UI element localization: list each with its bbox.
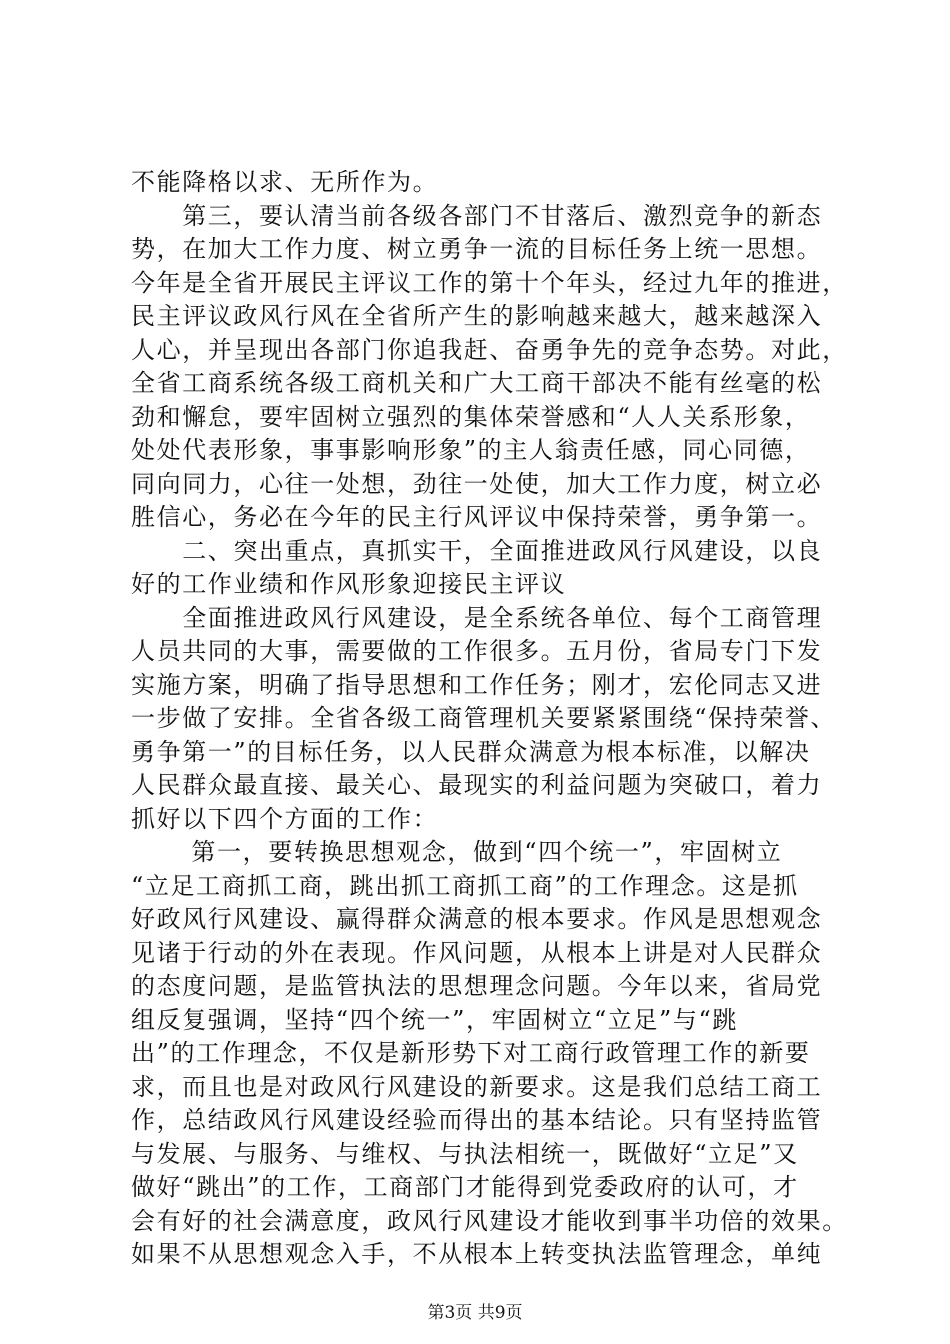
text-line: 勇争第一”的目标任务，以人民群众满意为根本标准，以解决 [131, 737, 811, 766]
text-line: 人员共同的大事，需要做的工作很多。五月份，省局专门下发 [131, 637, 823, 665]
text-line: 组反复强调，坚持“四个统一”，牢固树立“立足”与“跳 [131, 1005, 738, 1034]
text-line: 第三，要认清当前各级各部门不甘落后、激烈竞争的新态 [131, 201, 823, 230]
text-line: 做好“跳出”的工作，工商部门才能得到党委政府的认可，才 [131, 1173, 799, 1201]
text-line: 第一，要转换思想观念，做到“四个统一”，牢固树立 [131, 838, 783, 866]
text-line: 胜信心，务必在今年的民主行风评议中保持荣誉，勇争第一。 [131, 503, 823, 531]
text-line: 好政风行风建设、赢得群众满意的根本要求。作风是思想观念 [131, 905, 823, 933]
text-line: 人心，并呈现出各部门你追我赶、奋勇争先的竞争态势。对此， [131, 335, 848, 364]
text-line: 民主评议政风行风在全省所产生的影响越来越大，越来越深入 [131, 302, 823, 330]
text-line: 抓好以下四个方面的工作： [131, 804, 439, 833]
text-line: 实施方案，明确了指导思想和工作任务；刚才，宏伦同志又进 [131, 670, 823, 699]
text-line: 同向同力，心往一处想，劲往一处使，加大工作力度，树立必 [131, 469, 823, 498]
text-line: 作，总结政风行风建设经验而得出的基本结论。只有坚持监管 [131, 1106, 823, 1134]
text-line: 二、突出重点，真抓实干，全面推进政风行风建设，以良 [131, 536, 823, 565]
text-line: 好的工作业绩和作风形象迎接民主评议 [131, 570, 567, 598]
text-line: 势，在加大工作力度、树立勇争一流的目标任务上统一思想。 [131, 235, 823, 263]
text-line: 处处代表形象，事事影响形象”的主人翁责任感，同心同德， [131, 436, 811, 464]
text-line: 见诸于行动的外在表现。作风问题，从根本上讲是对人民群众 [131, 938, 823, 967]
text-line: 求，而且也是对政风行风建设的新要求。这是我们总结工商工 [131, 1072, 823, 1101]
text-line: 的态度问题，是监管执法的思想理念问题。今年以来，省局党 [131, 972, 823, 1000]
text-line: 全省工商系统各级工商机关和广大工商干部决不能有丝毫的松 [131, 369, 823, 397]
text-line: 劲和懈怠，要牢固树立强烈的集体荣誉感和“人人关系形象， [131, 402, 811, 431]
text-line: 会有好的社会满意度，政风行风建设才能收到事半功倍的效果。 [131, 1206, 848, 1235]
text-line: 不能降格以求、无所作为。 [131, 168, 439, 196]
text-line: 与发展、与服务、与维权、与执法相统一，既做好“立足”又 [131, 1139, 799, 1168]
page-footer: 第3页 共9页 [427, 1303, 523, 1323]
text-line: 如果不从思想观念入手，不从根本上转变执法监管理念，单纯 [131, 1240, 823, 1268]
text-line: 全面推进政风行风建设，是全系统各单位、每个工商管理 [131, 603, 823, 632]
body-text [131, 166, 848, 1272]
text-line: 出”的工作理念，不仅是新形势下对工商行政管理工作的新要 [131, 1039, 811, 1067]
text-line: 今年是全省开展民主评议工作的第十个年头，经过九年的推进， [131, 268, 848, 297]
text-line: 人民群众最直接、最关心、最现实的利益问题为突破口，着力 [131, 771, 823, 799]
text-line: 一步做了安排。全省各级工商管理机关要紧紧围绕“保持荣誉、 [131, 704, 837, 732]
text-line: “立足工商抓工商，跳出抓工商抓工商”的工作理念。这是抓 [131, 871, 799, 900]
